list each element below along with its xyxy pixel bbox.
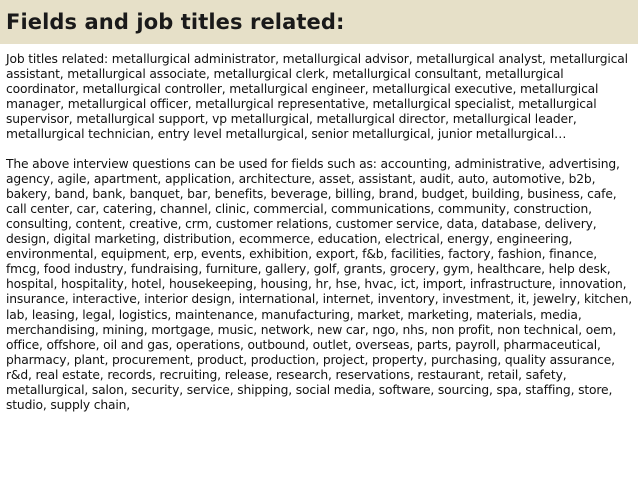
slide-title: Fields and job titles related: <box>6 10 345 34</box>
title-band <box>0 0 638 44</box>
job-titles-paragraph: Job titles related: metallurgical administrator, metallurgical advisor, metallurgical analyst, metallurgical assistant, metallurgical associate, metallurgical clerk, metallurgical consultant, metallurgical coordinator, metallurgical controller, metallurgical engineer, metallurgical executive, metallurgical manager, metallurgical officer, metallurgical representative, metallurgical specialist, metallurgical supervisor, metallurgical support, vp metallurgical, metallurgical director, metallurgical leader, metallurgical technician, entry level metallurgical, senior metallurgical, junior metallurgical… <box>6 52 628 142</box>
fields-paragraph: The above interview questions can be used for fields such as: accounting, administrative, advertising, agency, agile, apartment, application, architecture, asset, assistant, audit, auto, automotive, b2b, bakery, band, bank, banquet, bar, benefits, beverage, billing, brand, budget, building, business, cafe, call center, car, catering, channel, clinic, commercial, communications, community, construction, consulting, content, creative, crm, customer relations, customer service, data, database, delivery, design, digital marketing, distribution, ecommerce, education, electrical, energy, engineering, environmental, equipment, erp, events, exhibition, export, f&b, facilities, factory, fashion, finance, fmcg, food industry, fundraising, furniture, gallery, golf, grants, grocery, gym, healthcare, help desk, hospital, hospitality, hotel, housekeeping, housing, hr, hse, hvac, ict, import, infrastructure, innovation, insurance, interactive, interior design, international, internet, inventory, investment, it, jewelry, kitchen, lab, leasing, legal, logistics, maintenance, manufacturing, market, marketing, materials, media, merchandising, mining, mortgage, music, network, new car, ngo, nhs, non profit, non technical, oem, office, offshore, oil and gas, operations, outbound, outlet, overseas, parts, payroll, pharmaceutical, pharmacy, plant, procurement, product, production, project, property, purchasing, quality assurance, r&d, real estate, records, recruiting, release, research, reservations, restaurant, retail, safety, metallurgical, salon, security, service, shipping, social media, software, sourcing, spa, staffing, store, studio, supply chain, <box>6 156 632 413</box>
slide-body <box>6 52 634 413</box>
